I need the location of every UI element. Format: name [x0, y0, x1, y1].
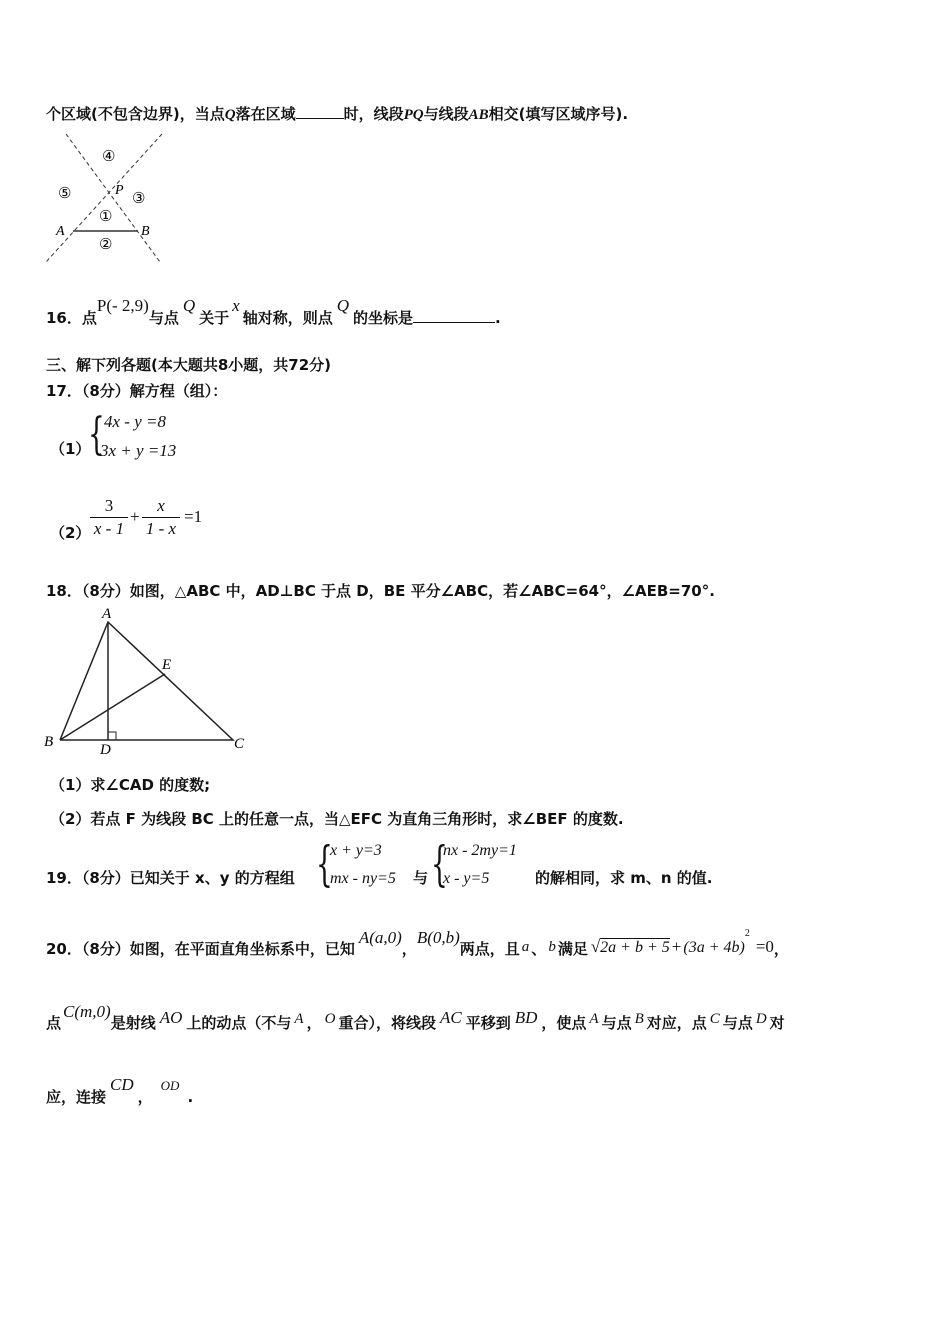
q19-text-1: 19．（8分）已知关于 x、y 的方程组: [46, 869, 295, 887]
vertex-c-label: C: [234, 736, 245, 752]
squared-term: (3a + 4b): [683, 939, 745, 956]
q19-system2-eq1: nx - 2my=1: [443, 842, 517, 859]
fraction-2-denominator: 1 - x: [145, 519, 177, 538]
fraction-1-numerator: 3: [104, 496, 114, 515]
fraction-2-numerator: x: [157, 496, 165, 515]
sqrt-sign: √: [590, 937, 601, 956]
q17-eq2: 3x + y =13: [100, 441, 177, 460]
question-16: 16．点P(- 2,9)与点Q关于x轴对称，则点Q的坐标是 .: [46, 296, 501, 327]
q19-text-2: 与: [413, 869, 429, 887]
triangle-abc: [60, 622, 233, 740]
sqrt-radicand: 2a + b + 5: [600, 939, 670, 956]
q19-text-3: 的解相同，求 m、n 的值.: [535, 869, 713, 887]
question-18-title: 18．（8分）如图，△ABC 中，AD⊥BC 于点 D，BE 平分∠ABC，若∠ABC=64°，∠AEB=70°.: [46, 582, 715, 600]
q17-system-brace: {: [88, 409, 105, 460]
question-17-title: 17．（8分）解方程（组）：: [46, 382, 228, 400]
bisector-be: [60, 674, 165, 740]
q17-eq1: 4x - y =8: [104, 412, 166, 431]
point-q: Q: [224, 107, 236, 123]
q19-brace-2: {: [431, 836, 448, 892]
fraction-1-denominator: x - 1: [93, 519, 125, 538]
q17-fraction-2: [142, 496, 180, 539]
q17-part1-label: （1）: [50, 440, 91, 458]
q15-region-figure: [40, 128, 170, 268]
region-3-label: ③: [132, 191, 146, 207]
answer-blank-15[interactable]: [296, 104, 344, 119]
region-4-label: ④: [102, 149, 116, 165]
point-p-coord: P(- 2,9): [96, 296, 149, 315]
right-angle-mark: [108, 732, 116, 740]
vertex-a-label: A: [102, 606, 112, 622]
point-e-label: E: [162, 657, 172, 673]
q19-system1-eq1: x + y=3: [330, 842, 382, 859]
q20-line-1: 20．（8分）如图，在平面直角坐标系中，已知A(a,0)，B(0,b)两点，且 a 、 b 满足 $√2a + b + 5 + (3a + 4b)^2=0$，: [46, 928, 789, 958]
q18-subquestion-1: （1）求∠CAD 的度数;: [50, 776, 211, 794]
point-c-coord: C(m,0): [63, 1002, 111, 1021]
q18-triangle-figure: [40, 606, 255, 758]
q17-part2-label: （2）: [50, 524, 91, 542]
q17-rhs: =1: [184, 507, 203, 526]
q20-line-2: 点C(m,0)是射线 AO 上的动点（不与 A ， O 重合），将线段 AC 平移到 BD ，使点 A 与点 B 对应，点 C 与点 D 对: [46, 1002, 785, 1032]
region-1-label: ①: [99, 209, 113, 225]
q19-system1-eq2: mx - ny=5: [330, 870, 396, 887]
q18-subquestion-2: （2）若点 F 为线段 BC 上的任意一点，当△EFC 为直角三角形时，求∠BEF 的度数.: [50, 810, 624, 828]
region-5-label: ⑤: [58, 186, 72, 202]
q20-line-3: 应，连接CD，OD.: [46, 1075, 194, 1106]
q19-system2-eq2: x - y=5: [443, 870, 490, 887]
point-b-coord: B(0,b): [416, 928, 460, 947]
q17-plus: +: [130, 507, 140, 526]
point-a-label: A: [56, 224, 65, 239]
q17-fraction-1: [90, 496, 128, 539]
point-p-label: P: [115, 183, 124, 198]
region-2-label: ②: [99, 237, 113, 253]
point-a-coord: A(a,0): [358, 928, 402, 947]
vertex-b-label: B: [44, 734, 54, 750]
q19-brace-1: {: [316, 836, 333, 892]
point-d-label: D: [100, 742, 111, 758]
answer-blank-16[interactable]: [413, 308, 495, 323]
point-b-label: B: [141, 224, 150, 239]
section-heading: 三、解下列各题(本大题共8小题，共72分): [46, 356, 332, 374]
q15-text: 个区域(不包含边界)，当点Q落在区域 时，线段PQ与线段AB相交(填写区域序号).: [46, 105, 629, 123]
